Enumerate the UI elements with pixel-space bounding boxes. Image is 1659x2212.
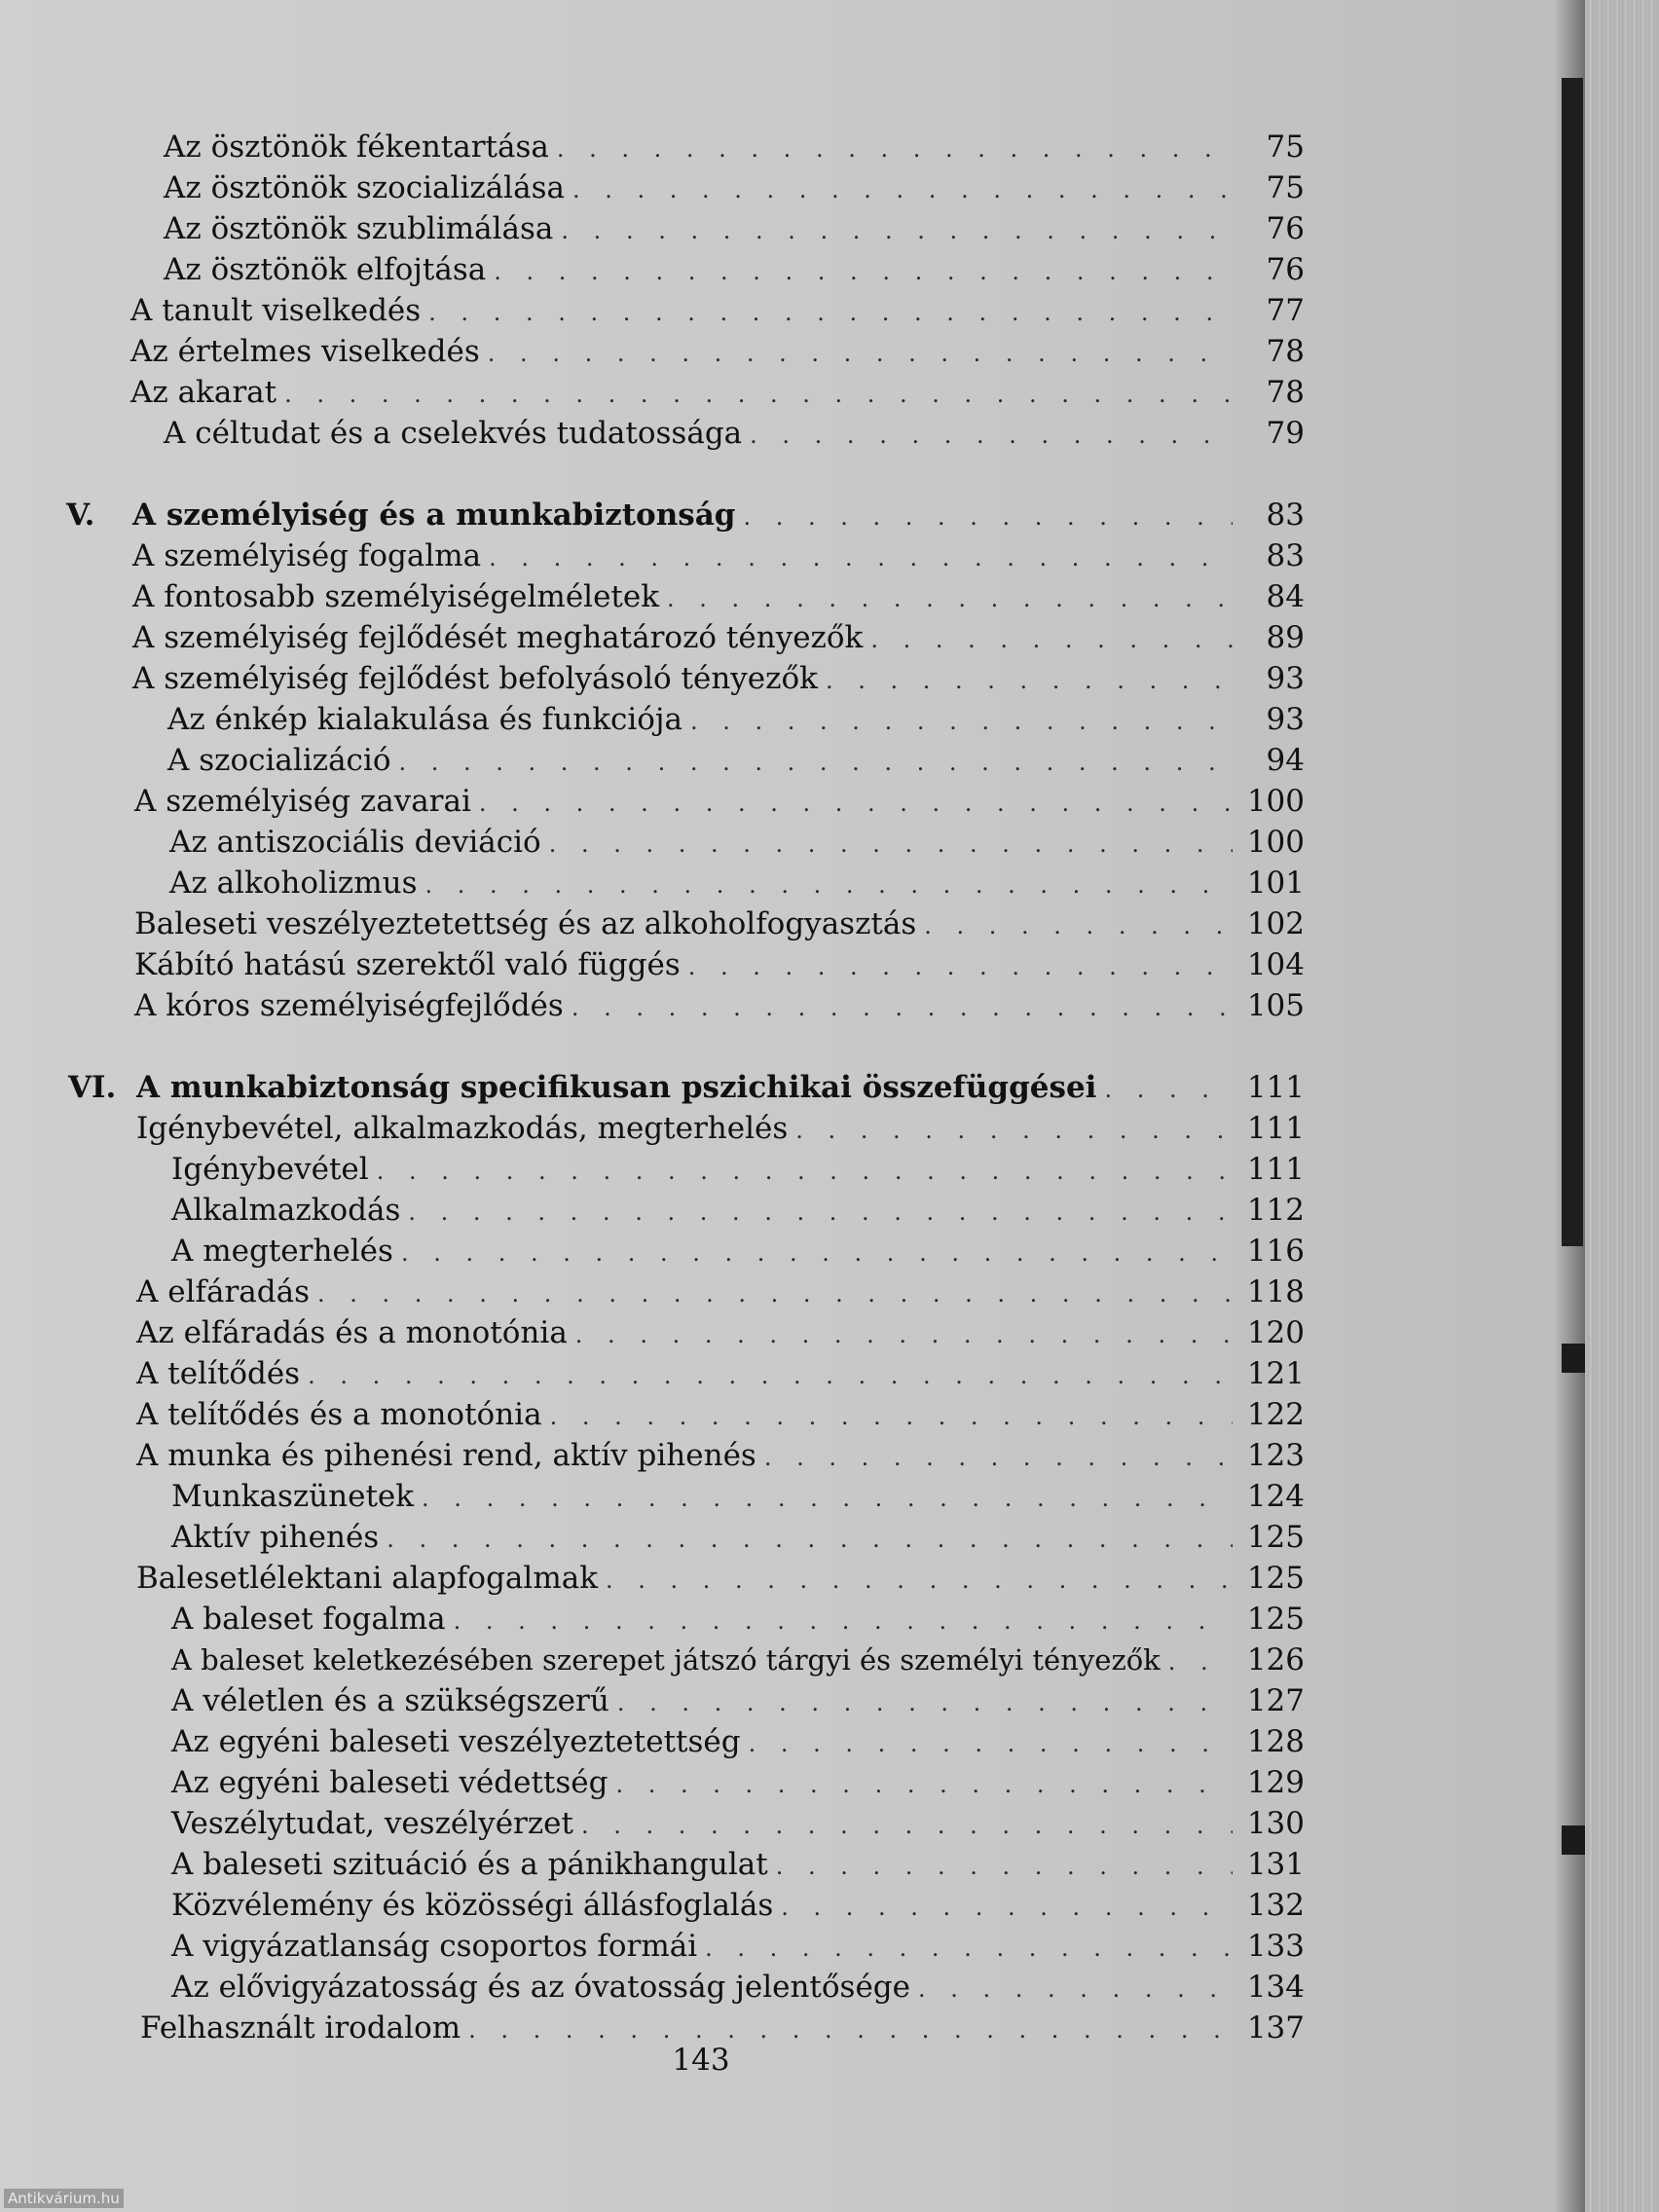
toc-entry-title: Az egyéni baleseti védettség xyxy=(171,1765,608,1800)
toc-entry xyxy=(171,1476,1305,1517)
toc-entry-page: 76 xyxy=(1266,211,1305,246)
page-edges xyxy=(1585,0,1659,2212)
page-number: 143 xyxy=(672,2043,730,2078)
toc-entry-title: Kábító hatású szerektől való függés xyxy=(134,947,681,982)
toc-entry-page: 125 xyxy=(1246,1561,1305,1596)
chapter-number: VI. xyxy=(68,1070,117,1105)
dot-leader xyxy=(667,578,1233,619)
toc-entry-page: 131 xyxy=(1246,1847,1305,1882)
toc-entry xyxy=(169,863,1305,903)
toc-entry-page: 93 xyxy=(1266,702,1305,737)
toc-entry-title: Az értelmes viselkedés xyxy=(130,334,480,369)
dot-leader xyxy=(749,1723,1233,1764)
toc-entry-page: 94 xyxy=(1266,743,1305,778)
toc-entry-page: 137 xyxy=(1246,2010,1305,2046)
toc-entry-title: A baleset keletkezésében szerepet játszó tárgyi és személyi tényezők xyxy=(171,1643,1161,1677)
toc-entry-title: Aktív pihenés xyxy=(171,1520,380,1555)
chapter-number: V. xyxy=(66,498,95,533)
toc-entry xyxy=(130,331,1305,372)
toc-entry-title: Az elfáradás és a monotónia xyxy=(136,1315,568,1350)
toc-entry-title: A telítődés xyxy=(136,1356,301,1391)
toc-entry-page: 76 xyxy=(1266,252,1305,287)
dot-leader xyxy=(776,1846,1233,1887)
toc-entry-page: 132 xyxy=(1246,1888,1305,1923)
toc-entry-page: 134 xyxy=(1246,1970,1305,2005)
dot-leader xyxy=(616,1764,1234,1805)
toc-entry-title: Az ösztönök fékentartása xyxy=(164,129,549,165)
toc-chapter-entry xyxy=(136,1067,1305,1108)
watermark: Antikvárium.hu xyxy=(4,2189,124,2208)
spine-mark xyxy=(1562,1344,1587,1373)
toc-entry-title: Az egyéni baleseti veszélyeztetettség xyxy=(171,1724,741,1759)
toc-entry xyxy=(136,1272,1305,1312)
toc-entry xyxy=(171,1517,1305,1558)
toc-entry-page: 118 xyxy=(1246,1274,1305,1309)
toc-entry xyxy=(171,1640,1305,1680)
toc-entry xyxy=(171,1680,1305,1721)
toc-entry xyxy=(130,290,1305,331)
toc-entry-title: Alkalmazkodás xyxy=(171,1193,401,1228)
dot-leader xyxy=(479,783,1233,824)
toc-entry xyxy=(136,1108,1305,1149)
toc-entry xyxy=(169,822,1305,863)
dot-leader xyxy=(387,1519,1233,1560)
toc-entry-page: 89 xyxy=(1266,620,1305,655)
dot-leader xyxy=(781,1887,1233,1928)
toc-entry-title: A tanult viselkedés xyxy=(130,293,422,328)
toc-entry-title: A kóros személyiségfejlődés xyxy=(134,988,564,1023)
toc-entry xyxy=(164,127,1305,167)
toc-entry-title: Balesetlélektani alapfogalmak xyxy=(136,1561,598,1596)
dot-leader xyxy=(1168,1641,1233,1682)
toc-entry xyxy=(132,617,1305,658)
toc-entry xyxy=(171,1762,1305,1803)
toc-entry-title: A céltudat és a cselekvés tudatossága xyxy=(164,416,743,451)
dot-leader xyxy=(549,824,1233,865)
toc-entry xyxy=(136,1558,1305,1599)
toc-entry-page: 133 xyxy=(1246,1929,1305,1964)
toc-entry-title: A személyiség zavarai xyxy=(134,784,471,819)
toc-entry-page: 104 xyxy=(1246,947,1305,982)
toc-entry-title: A elfáradás xyxy=(136,1274,310,1309)
dot-leader xyxy=(581,1805,1233,1846)
toc-entry-page: 100 xyxy=(1246,825,1305,860)
toc-entry xyxy=(171,1721,1305,1762)
toc-entry-title: A munka és pihenési rend, aktív pihenés xyxy=(136,1438,756,1473)
dot-leader xyxy=(1104,1069,1233,1110)
dot-leader xyxy=(688,946,1233,987)
toc-entry xyxy=(171,1599,1305,1640)
toc-entry-title: A telítődés és a monotónia xyxy=(136,1397,542,1432)
dot-leader xyxy=(489,537,1233,578)
toc-entry-title: Az elővigyázatosság és az óvatosság jelentősége xyxy=(171,1970,911,2005)
toc-entry-title: A vigyázatlanság csoportos formái xyxy=(171,1929,698,1964)
toc-entry xyxy=(167,740,1305,781)
toc-entry xyxy=(164,208,1305,249)
toc-chapter-entry xyxy=(132,495,1305,535)
toc-entry-title: Az énkép kialakulása és funkciója xyxy=(167,702,683,737)
toc-entry-title: Az alkoholizmus xyxy=(169,866,418,901)
toc-entry-page: 78 xyxy=(1266,375,1305,410)
toc-entry xyxy=(136,1312,1305,1353)
toc-entry-title: Igénybevétel, alkalmazkodás, megterhelés xyxy=(136,1111,789,1146)
dot-leader xyxy=(401,1233,1233,1273)
toc-entry-page: 116 xyxy=(1246,1234,1305,1269)
dot-leader xyxy=(308,1355,1233,1396)
toc-entry-title: Igénybevétel xyxy=(171,1152,369,1187)
toc-entry-title: A baleseti szituáció és a pánikhangulat xyxy=(171,1847,768,1882)
dot-leader xyxy=(494,251,1233,292)
toc-entry-page: 77 xyxy=(1266,293,1305,328)
toc-entry-page: 120 xyxy=(1246,1315,1305,1350)
toc-entry-page: 83 xyxy=(1266,498,1305,533)
spine-mark xyxy=(1562,1825,1587,1855)
toc-entry-page: 111 xyxy=(1246,1111,1305,1146)
toc-entry-title: Munkaszünetek xyxy=(171,1479,415,1514)
toc-entry xyxy=(171,1231,1305,1272)
dot-leader xyxy=(870,619,1233,660)
toc-entry xyxy=(132,535,1305,576)
toc-entry xyxy=(134,944,1305,985)
toc-entry-title: A személyiség fejlődését meghatározó tényezők xyxy=(132,620,864,655)
toc-entry-page: 124 xyxy=(1246,1479,1305,1514)
toc-entry-page: 122 xyxy=(1246,1397,1305,1432)
dot-leader xyxy=(795,1110,1233,1151)
dot-leader xyxy=(617,1682,1233,1723)
toc-entry-page: 79 xyxy=(1266,416,1305,451)
toc-entry-title: A személyiség fejlődést befolyásoló tényezők xyxy=(132,661,818,696)
toc-entry-page: 100 xyxy=(1246,784,1305,819)
dot-leader xyxy=(468,2009,1233,2050)
toc-entry xyxy=(132,658,1305,699)
toc-entry xyxy=(136,1394,1305,1435)
dot-leader xyxy=(317,1273,1233,1314)
toc-entry-title: A megterhelés xyxy=(171,1234,393,1269)
toc-entry-title: Az ösztönök szocializálása xyxy=(164,170,565,205)
dot-leader xyxy=(571,987,1233,1028)
toc-entry-title: A fontosabb személyiségelméletek xyxy=(132,579,660,614)
dot-leader xyxy=(424,865,1233,905)
toc-chapter-title: A személyiség és a munkabiztonság xyxy=(132,498,736,533)
toc-entry-page: 126 xyxy=(1246,1642,1305,1677)
toc-entry xyxy=(171,1844,1305,1885)
toc-entry xyxy=(171,1149,1305,1190)
toc-entry xyxy=(136,1353,1305,1394)
toc-entry-page: 105 xyxy=(1246,988,1305,1023)
toc-entry-page: 75 xyxy=(1266,129,1305,165)
dot-leader xyxy=(743,497,1233,537)
toc-chapter-title: A munkabiztonság specifikusan pszichikai összefüggései xyxy=(136,1070,1097,1105)
dot-leader xyxy=(918,1969,1233,2009)
dot-leader xyxy=(924,905,1233,946)
dot-leader xyxy=(284,374,1233,415)
toc-entry-title: A szocializáció xyxy=(167,743,391,778)
toc-entry-title: A véletlen és a szükségszerű xyxy=(171,1683,609,1718)
toc-entry xyxy=(171,1885,1305,1926)
toc-entry xyxy=(136,1435,1305,1476)
toc-entry-title: Az akarat xyxy=(130,375,277,410)
toc-entry xyxy=(164,167,1305,208)
toc-entry-page: 83 xyxy=(1266,538,1305,573)
dot-leader xyxy=(690,701,1233,742)
dot-leader xyxy=(422,1478,1233,1519)
toc-entry xyxy=(130,372,1305,413)
dot-leader xyxy=(488,333,1233,374)
toc-entry-page: 75 xyxy=(1266,170,1305,205)
dot-leader xyxy=(606,1560,1233,1601)
dot-leader xyxy=(550,1396,1233,1437)
dot-leader xyxy=(377,1151,1233,1192)
toc-entry-title: Közvélemény és közösségi állásfoglalás xyxy=(171,1888,774,1923)
dot-leader xyxy=(750,415,1233,456)
dot-leader xyxy=(575,1314,1233,1355)
toc-entry-title: Az antiszociális deviáció xyxy=(169,825,541,860)
toc-entry xyxy=(171,1926,1305,1967)
toc-entry-title: Az ösztönök szublimálása xyxy=(164,211,554,246)
toc-entry-page: 123 xyxy=(1246,1438,1305,1473)
toc-entry-page: 127 xyxy=(1246,1683,1305,1718)
toc-entry-title: A személyiség fogalma xyxy=(132,538,482,573)
toc-entry-page: 102 xyxy=(1246,906,1305,941)
toc-entry-page: 101 xyxy=(1246,866,1305,901)
toc-entry-page: 78 xyxy=(1266,334,1305,369)
toc-entry xyxy=(171,1803,1305,1844)
toc-entry xyxy=(132,576,1305,617)
toc-entry xyxy=(134,985,1305,1026)
toc-entry-page: 129 xyxy=(1246,1765,1305,1800)
dot-leader xyxy=(705,1928,1233,1969)
toc-entry xyxy=(134,903,1305,944)
dot-leader xyxy=(454,1601,1233,1641)
dot-leader xyxy=(399,742,1234,783)
dot-leader xyxy=(557,129,1233,169)
dot-leader xyxy=(408,1192,1233,1233)
toc-entry-page: 121 xyxy=(1246,1356,1305,1391)
toc-entry-page: 111 xyxy=(1246,1070,1305,1105)
dot-leader xyxy=(826,660,1233,701)
dot-leader xyxy=(764,1437,1233,1478)
dot-leader xyxy=(561,210,1233,251)
toc-entry-page: 84 xyxy=(1266,579,1305,614)
toc-entry-page: 128 xyxy=(1246,1724,1305,1759)
toc-entry-page: 130 xyxy=(1246,1806,1305,1841)
toc-entry-page: 125 xyxy=(1246,1520,1305,1555)
toc-entry-title: Veszélytudat, veszélyérzet xyxy=(171,1806,573,1841)
toc-entry-title: Felhasznált irodalom xyxy=(140,2010,461,2046)
toc-entry xyxy=(134,781,1305,822)
dot-leader xyxy=(572,169,1233,210)
dot-leader xyxy=(428,292,1233,333)
toc-entry-page: 111 xyxy=(1246,1152,1305,1187)
toc-entry xyxy=(171,1190,1305,1231)
toc-entry xyxy=(164,249,1305,290)
toc-entry-page: 125 xyxy=(1246,1602,1305,1637)
toc-entry-title: Az ösztönök elfojtása xyxy=(164,252,487,287)
toc-entry xyxy=(171,1967,1305,2008)
toc-entry-title: A baleset fogalma xyxy=(171,1602,446,1637)
toc-entry-page: 93 xyxy=(1266,661,1305,696)
toc-entry-title: Baleseti veszélyeztetettség és az alkoholfogyasztás xyxy=(134,906,917,941)
book-spine-dark-band xyxy=(1562,78,1583,1246)
toc-entry xyxy=(164,413,1305,454)
toc-entry-page: 112 xyxy=(1246,1193,1305,1228)
toc-entry xyxy=(167,699,1305,740)
